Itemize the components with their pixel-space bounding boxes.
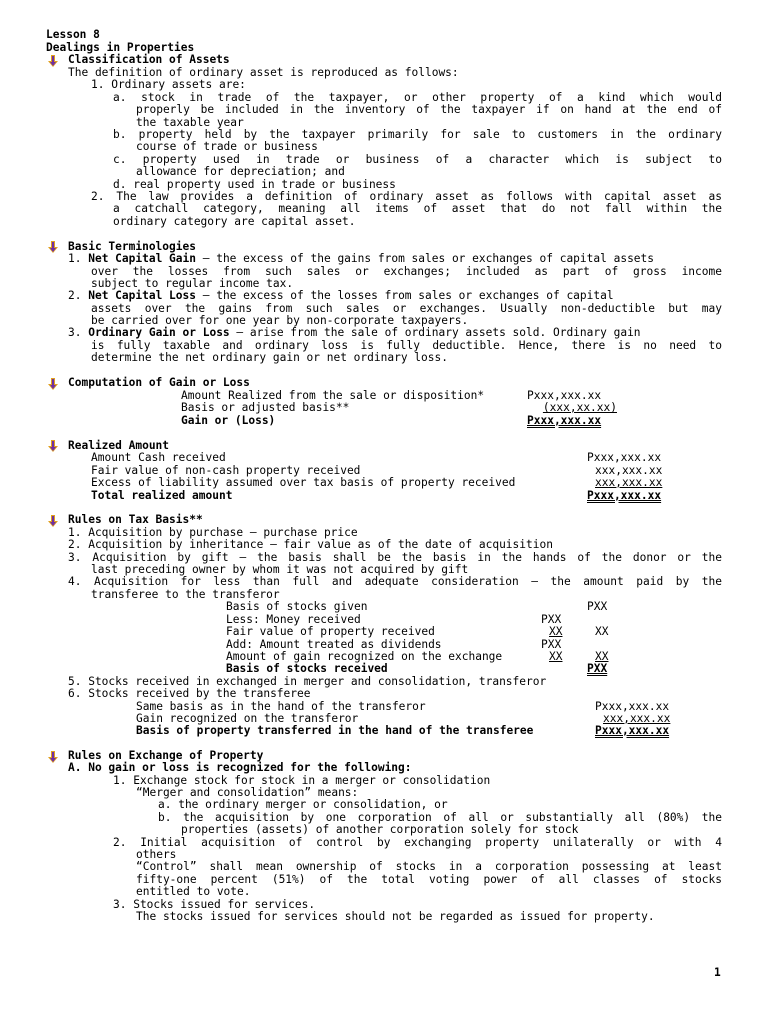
list-item: 4. Acquisition for less than full and adequate consideration – the amount paid by the: [68, 575, 722, 588]
row-label: Basis of property transferred in the hand of the transferee: [136, 724, 534, 737]
terms-heading: Basic Terminologies: [68, 240, 196, 253]
row-value: XX: [549, 625, 563, 638]
arrow-bullet-icon: [46, 240, 60, 254]
list-item: transferee to the transferor: [91, 588, 280, 601]
list-item: d. real property used in trade or business: [113, 178, 396, 191]
row-total: Pxxx,xxx.xx: [527, 414, 602, 427]
list-item: fifty-one percent (51%) of the total voting power of all classes of stocks: [136, 873, 722, 886]
row-label: Fair value of property received: [226, 625, 435, 638]
list-item: 3. Stocks issued for services.: [113, 898, 316, 911]
list-item: subject to regular income tax.: [91, 277, 294, 290]
arrow-bullet-icon: [46, 377, 60, 391]
row-label: Fair value of non-cash property received: [91, 464, 361, 477]
list-item: 1. Acquisition by purchase – purchase price: [68, 526, 358, 539]
list-item: others: [136, 848, 177, 861]
list-item: 2. Acquisition by inheritance – fair value as of the date of acquisition: [68, 538, 553, 551]
page-number: 1: [714, 966, 721, 979]
row-label: Add: Amount treated as dividends: [226, 638, 442, 651]
list-item: a catchall category, meaning all items of asset that do not fall within the: [113, 202, 722, 215]
classification-heading: Classification of Assets: [68, 53, 230, 66]
row-label: Basis of stocks received: [226, 662, 388, 675]
list-item: 6. Stocks received by the transferee: [68, 687, 311, 700]
arrow-bullet-icon: [46, 54, 60, 68]
list-item: b. the acquisition by one corporation of all or substantially all (80%) the: [158, 811, 722, 824]
list-item: entitled to vote.: [136, 885, 251, 898]
list-item: The stocks issued for services should not be regarded as issued for property.: [136, 910, 655, 923]
list-item: 1. Net Capital Gain – the excess of the gains from sales or exchanges of capital assets: [68, 252, 655, 265]
row-label: Total realized amount: [91, 489, 233, 502]
row-total: Pxxx,xxx.xx: [595, 724, 670, 737]
list-item: allowance for depreciation; and: [136, 165, 345, 178]
list-item: 2. Initial acquisition of control by exchanging property unilaterally or with 4: [113, 836, 722, 849]
list-item: is fully taxable and ordinary loss is fully deductible. Hence, there is no need to: [91, 339, 722, 352]
list-item: 3. Ordinary Gain or Loss – arise from the sale of ordinary assets sold. Ordinary gain: [68, 326, 641, 339]
exchange-subheading: A. No gain or loss is recognized for the following:: [68, 761, 412, 774]
row-label: Gain recognized on the transferor: [136, 712, 359, 725]
lesson-title: Dealings in Properties: [46, 41, 195, 54]
arrow-bullet-icon: [46, 750, 60, 764]
row-value: XX: [595, 625, 609, 638]
row-label: Excess of liability assumed over tax basis of property received: [91, 476, 516, 489]
list-item: 2. Net Capital Loss – the excess of the losses from sales or exchanges of capital: [68, 289, 614, 302]
row-label: Gain or (Loss): [181, 414, 276, 427]
exchange-heading: Rules on Exchange of Property: [68, 749, 264, 762]
list-item: 1. Exchange stock for stock in a merger or consolidation: [113, 774, 491, 787]
term-ordinary-gain-or-loss: Ordinary Gain or Loss: [88, 326, 230, 339]
list-item: c. property used in trade or business of a character which is subject to: [113, 153, 722, 166]
list-item: determine the net ordinary gain or net ordinary loss.: [91, 351, 448, 364]
list-item: 2. The law provides a definition of ordinary asset as follows with capital asset as: [91, 190, 722, 203]
term-definition: – the excess of the gains from sales or exchanges of capital assets: [196, 252, 655, 265]
list-item: assets over the gains from such sales or exchanges. Usually non-deductible but may: [91, 302, 722, 315]
list-item: 3. Acquisition by gift – the basis shall be the basis in the hands of the donor or the: [68, 551, 722, 564]
realized-heading: Realized Amount: [68, 439, 170, 452]
row-label: Same basis as in the hand of the transferor: [136, 700, 426, 713]
row-value: Pxxx,xxx.xx: [587, 451, 662, 464]
list-item: properties (assets) of another corporation solely for stock: [181, 823, 579, 836]
row-value: xxx,xxx.xx: [603, 712, 671, 725]
list-item: over the losses from such sales or exchanges; included as part of gross income: [91, 265, 722, 278]
term-net-capital-gain: Net Capital Gain: [88, 252, 196, 265]
row-value: xxx,xxx.xx: [595, 464, 663, 477]
row-label: Amount Realized from the sale or disposition*: [181, 389, 485, 402]
list-item: properly be included in the inventory of the taxpayer if on hand at the end of: [136, 103, 722, 116]
list-item: a. the ordinary merger or consolidation, or: [158, 798, 448, 811]
arrow-bullet-icon: [46, 439, 60, 453]
list-item: the taxable year: [136, 116, 244, 129]
list-item: 1. Ordinary assets are:: [91, 78, 246, 91]
row-value: (xxx,xx.xx): [542, 401, 617, 414]
row-value: PXX: [541, 638, 562, 651]
term-net-capital-loss: Net Capital Loss: [88, 289, 196, 302]
row-value: Pxxx,xxx.xx: [527, 389, 602, 402]
row-label: Basis or adjusted basis**: [181, 401, 350, 414]
row-total: PXX: [587, 662, 608, 675]
row-value: PXX: [587, 600, 608, 613]
list-item: be carried over for one year by non-corporate taxpayers.: [91, 314, 469, 327]
row-value: XX: [549, 650, 563, 663]
list-item: last preceding owner by whom it was not acquired by gift: [91, 563, 469, 576]
row-value: PXX: [541, 613, 562, 626]
row-value: Pxxx,xxx.xx: [595, 700, 670, 713]
row-label: Amount of gain recognized on the exchange: [226, 650, 503, 663]
term-definition: – arise from the sale of ordinary assets sold. Ordinary gain: [229, 326, 641, 339]
basis-heading: Rules on Tax Basis**: [68, 513, 203, 526]
list-item: b. property held by the taxpayer primarily for sale to customers in the ordinary: [113, 128, 722, 141]
row-label: Basis of stocks given: [226, 600, 368, 613]
row-label: Less: Money received: [226, 613, 361, 626]
list-item: a. stock in trade of the taxpayer, or other property of a kind which would: [113, 91, 722, 104]
row-value: xxx,xxx.xx: [595, 476, 663, 489]
computation-heading: Computation of Gain or Loss: [68, 376, 250, 389]
list-item: ordinary category are capital asset.: [113, 215, 356, 228]
list-item: “Control” shall mean ownership of stocks in a corporation possessing at least: [136, 860, 722, 873]
term-definition: – the excess of the losses from sales or exchanges of capital: [196, 289, 614, 302]
classification-intro: The definition of ordinary asset is reproduced as follows:: [68, 66, 459, 79]
list-item: “Merger and consolidation” means:: [136, 786, 359, 799]
row-value: XX: [595, 650, 609, 663]
lesson-number: Lesson 8: [46, 28, 100, 41]
arrow-bullet-icon: [46, 514, 60, 528]
list-item: course of trade or business: [136, 140, 318, 153]
row-total: Pxxx,xxx.xx: [587, 489, 662, 502]
list-item: 5. Stocks received in exchanged in merger and consolidation, transferor: [68, 675, 547, 688]
row-label: Amount Cash received: [91, 451, 226, 464]
